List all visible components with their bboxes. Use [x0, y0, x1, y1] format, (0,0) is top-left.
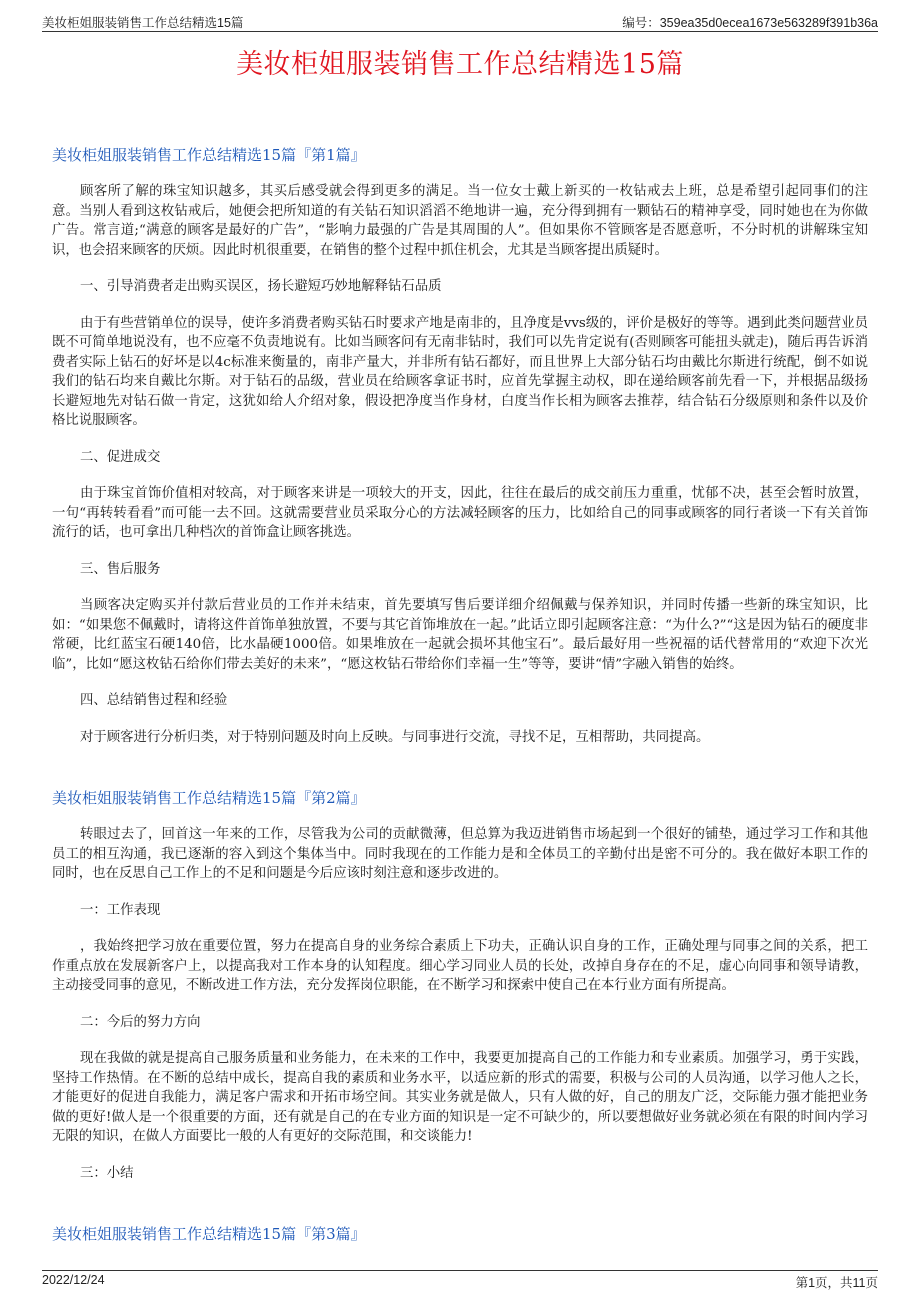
subheading: 二：今后的努力方向 — [80, 1014, 201, 1030]
document-title: 美妆柜姐服装销售工作总结精选15篇 — [236, 49, 684, 80]
paragraph: 当顾客决定购买并付款后营业员的工作并未结束，首先要填写售后要详细介绍佩戴与保养知识，并同时传播一些新的珠宝知识，比如：“如果您不佩戴时，请将这件首饰单独放置，不要与其它首饰堆放在一起。”此话立即引起顾客注意：“为什么?”“这是因为钻石的硬度非常硬，比红蓝宝石硬140倍，比水晶硬1000倍。如果堆放在一起就会损坏其他宝石”。最后最好用一些祝福的话代替常用的“欢迎下次光临”，比如“愿这枚钻石给你们带去美好的未来”，“愿这枚钻石带给你们幸福一生”等等，要讲“情”字融入销售的始终。 — [52, 598, 868, 672]
section-heading-3: 美妆柜姐服装销售工作总结精选15篇『第3篇』 — [52, 1225, 366, 1243]
paragraph: 由于珠宝首饰价值相对较高，对于顾客来讲是一项较大的开支，因此，往往在最后的成交前压力重重，忧郁不决，甚至会暂时放置，一句“再转转看看”而可能一去不回。这就需要营业员采取分心的方法减轻顾客的压力，比如给自己的同事或顾客的同行者谈一下有关首饰流行的话，也可拿出几种档次的首饰盒让顾客挑选。 — [52, 486, 868, 540]
header-doc-name: 美妆柜姐服装销售工作总结精选15篇 — [42, 16, 244, 30]
paragraph: 顾客所了解的珠宝知识越多，其买后感受就会得到更多的满足。当一位女士戴上新买的一枚钻戒去上班，总是希望引起同事们的注意。当别人看到这枚钻戒后，她便会把所知道的有关钻石知识滔滔不绝地讲一遍，充分得到拥有一颗钻石的精神享受，同时她也在为你做广告。常言道;“满意的顾客是最好的广告”，“影响力最强的广告是其周围的人”。但如果你不管顾客是否愿意听，不分时机的讲解珠宝知识，也会招来顾客的厌烦。因此时机很重要，在销售的整个过程中抓住机会，尤其是当顾客提出质疑时。 — [52, 184, 868, 258]
subheading: 三、售后服务 — [80, 561, 161, 577]
footer-date: 2022/12/24 — [42, 1273, 105, 1287]
header-doc-id: 编号：359ea35d0ecea1673e563289f391b36a — [622, 16, 878, 30]
section-heading-2: 美妆柜姐服装销售工作总结精选15篇『第2篇』 — [52, 789, 366, 807]
subheading: 二、促进成交 — [80, 449, 161, 465]
subheading: 三：小结 — [80, 1165, 134, 1181]
paragraph: 对于顾客进行分析归类，对于特别问题及时向上反映。与同事进行交流，寻找不足，互相帮助，共同提高。 — [80, 729, 710, 745]
page-footer — [42, 1270, 878, 1290]
section-heading-1: 美妆柜姐服装销售工作总结精选15篇『第1篇』 — [52, 146, 366, 164]
subheading: 四、总结销售过程和经验 — [80, 693, 228, 708]
paragraph: 现在我做的就是提高自己服务质量和业务能力，在未来的工作中，我要更加提高自己的工作能力和专业素质。加强学习，勇于实践，坚持工作热情。在不断的总结中成长，提高自我的素质和业务水平，以适应新的形式的需要，积极与公司的人员沟通，以学习他人之长，才能更好的促进自我能力，满足客户需求和开拓市场空间。其实业务就是做人，只有人做的好，自己的朋友广泛，交际能力强才能把业务做的更好!做人是一个很重要的方面，还有就是自己的在专业方面的知识是一定不可缺少的，所以要想做好业务就必须在有限的时间内学习无限的知识，在做人方面要比一般的人有更好的交际范围，和交谈能力! — [52, 1051, 868, 1144]
paragraph: ，我始终把学习放在重要位置，努力在提高自身的业务综合素质上下功夫，正确认识自身的工作，正确处理与同事之间的关系，把工作重点放在发展新客户上，以提高我对工作本身的认知程度。细心学习同业人员的长处，改掉自身存在的不足，虚心向同事和领导请教，主动接受同事的意见，不断改进工作方法，充分发挥岗位职能，在不断学习和探索中使自己在本行业方面有所提高。 — [52, 939, 868, 993]
paragraph: 转眼过去了，回首这一年来的工作，尽管我为公司的贡献微薄，但总算为我迈进销售市场起到一个很好的铺垫，通过学习工作和其他员工的相互沟通，我已逐渐的容入到这个集体当中。同时我现在的工作能力是和全体员工的辛勤付出是密不可分的。我在做好本职工作的同时，也在反思自己工作上的不足和问题是今后应该时刻注意和逐步改进的。 — [52, 827, 868, 881]
document-body — [52, 144, 868, 1245]
page-header — [42, 11, 878, 32]
footer-page-number: 第1页，共11页 — [795, 1276, 878, 1290]
subheading: 一、引导消费者走出购买误区，扬长避短巧妙地解释钻石品质 — [80, 279, 442, 294]
subheading: 一：工作表现 — [80, 902, 161, 918]
paragraph: 由于有些营销单位的误导，使许多消费者购买钻石时要求产地是南非的，且净度是vvs级的，评价是极好的等等。遇到此类问题营业员既不可简单地说没有，也不应毫不负责地说有。比如当顾客问有无南非钻时，我们可以先肯定说有(否则顾客可能扭头就走)，随后再告诉消费者实际上钻石的好坏是以4c标准来衡量的，南非产量大，并非所有钻石都好，而且世界上大部分钻石均由戴比尔斯进行统配，倒不如说我们的钻石均来自戴比尔斯。对于钻石的品级，营业员在给顾客拿证书时，应首先掌握主动权，即在递给顾客前先看一下，并根据品级扬长避短地先对钻石做一肯定，这犹如给人介绍对象，假设把净度当作身材，白度当作长相为顾客去推荐，结合钻石分级原则和条件以及价格比说服顾客。 — [52, 315, 868, 428]
